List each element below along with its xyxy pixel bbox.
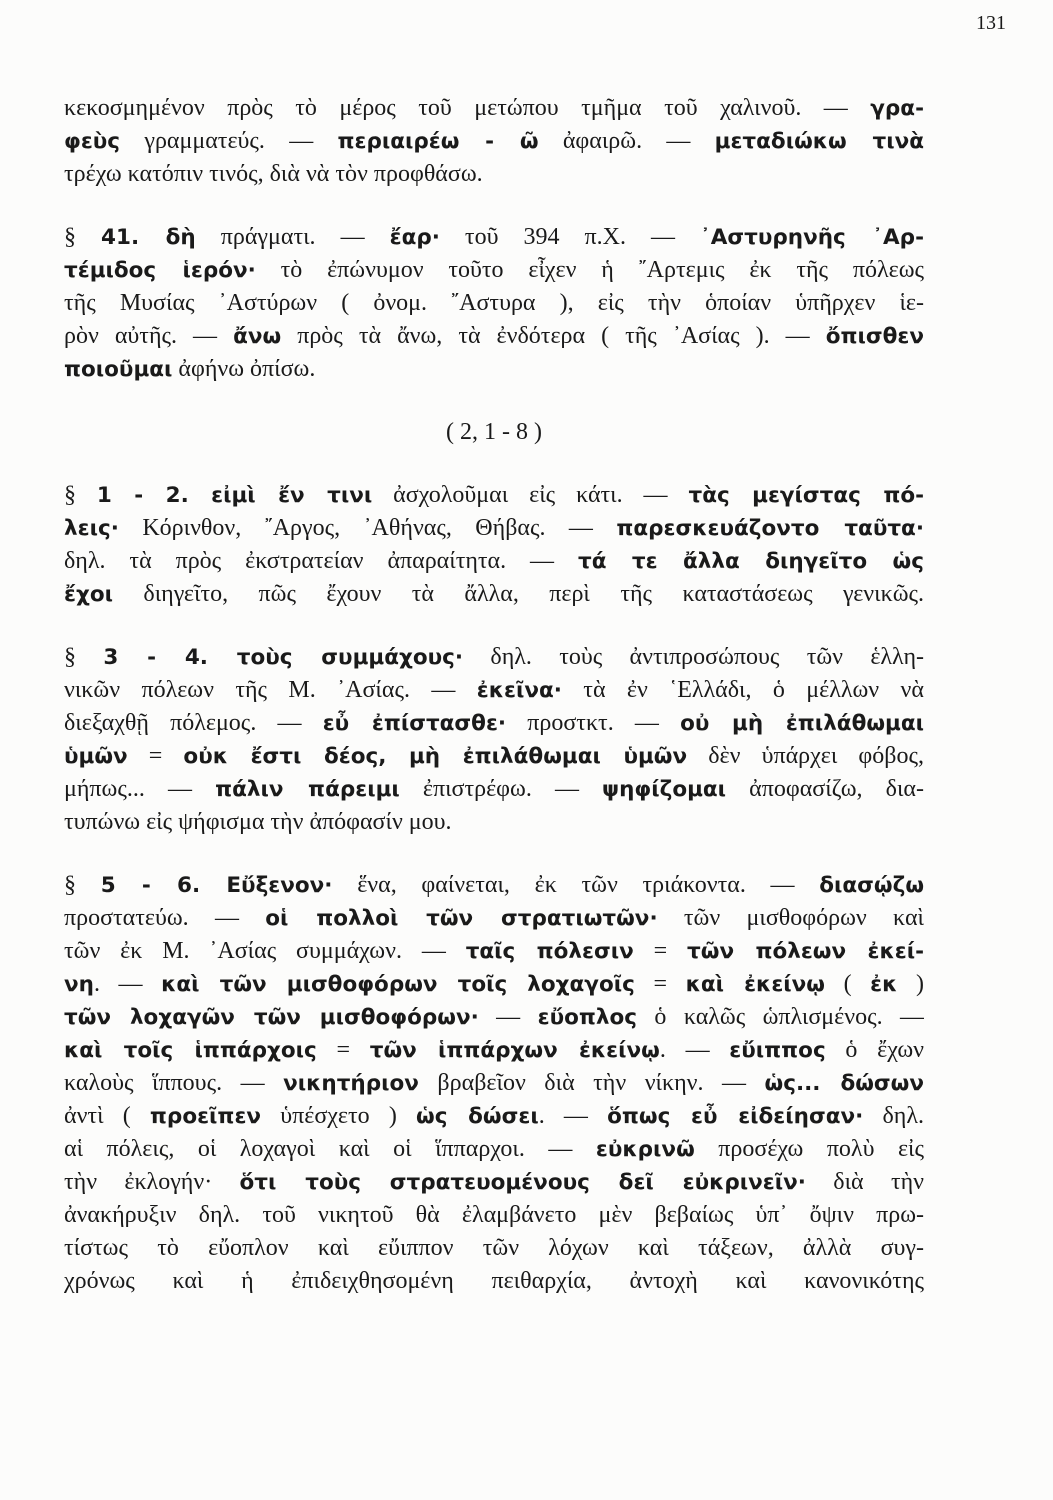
lemma-bold: οἱ πολλοὶ τῶν στρατιωτῶν· bbox=[265, 906, 658, 931]
gloss-text: = bbox=[316, 1037, 370, 1063]
lemma-bold: λεις· bbox=[64, 516, 119, 541]
gloss-text: = bbox=[634, 971, 686, 997]
lemma-bold: τέμιδος ἱερόν· bbox=[64, 258, 256, 283]
gloss-text: τίστως τὸ εὔοπλον καὶ εὔιππον τῶν λόχων καὶ τάξεων, ἀλλὰ συγ- bbox=[64, 1235, 924, 1261]
paragraph-gap bbox=[64, 611, 924, 641]
text-line bbox=[64, 578, 924, 611]
lemma-bold: οὐ μὴ ἐπιλάθωμαι bbox=[680, 711, 924, 736]
gloss-text: ὁ ἔχων bbox=[825, 1037, 924, 1063]
paragraph-gap bbox=[64, 386, 924, 416]
lemma-bold: μεταδιώκω τινὰ bbox=[714, 129, 924, 154]
gloss-text: τὰ ἐν ῾Ελλάδι, ὁ μέλλων νὰ bbox=[561, 677, 924, 703]
gloss-text: πράγματι. — bbox=[195, 224, 390, 250]
gloss-text: ) bbox=[897, 971, 924, 997]
gloss-text: ἀφήνω ὀπίσω. bbox=[172, 356, 316, 382]
gloss-text: § bbox=[64, 482, 97, 508]
lemma-bold: καὶ ἐκείνῳ bbox=[685, 972, 825, 997]
gloss-text: καλοὺς ἵππους. — bbox=[64, 1070, 284, 1096]
lemma-bold: 1 - 2. εἰμὶ ἔν τινι bbox=[96, 483, 373, 508]
gloss-text: πρὸς τὰ ἄνω, τὰ ἐνδότερα ( τῆς ᾿Ασίας ). — bbox=[281, 323, 826, 349]
gloss-text: ( 2, 1 - 8 ) bbox=[446, 419, 542, 445]
commentary-text bbox=[64, 92, 924, 1298]
gloss-text: ἀντὶ ( bbox=[64, 1103, 150, 1129]
paragraph-gap bbox=[64, 839, 924, 869]
text-line bbox=[64, 1265, 924, 1298]
lemma-bold: 41. δὴ bbox=[101, 225, 196, 250]
lemma-bold: προεῖπεν bbox=[149, 1104, 262, 1129]
lemma-bold: τῶν πόλεων ἐκεί- bbox=[687, 939, 924, 964]
gloss-text: . — bbox=[93, 971, 162, 997]
gloss-text: τὸ ἐπώνυμον τοῦτο εἶχεν ἡ ῎Αρτεμις ἐκ τῆς πόλεως bbox=[255, 257, 924, 283]
lemma-bold: ὅτι τοὺς στρατευομένους δεῖ εὐκρινεῖν· bbox=[239, 1170, 806, 1195]
lemma-bold: ὑμῶν bbox=[64, 744, 128, 769]
lemma-bold: εὖ ἐπίστασθε· bbox=[322, 711, 507, 736]
text-line bbox=[64, 254, 924, 287]
lemma-bold: εὔιππος bbox=[729, 1038, 826, 1063]
text-line bbox=[64, 545, 924, 578]
lemma-bold: ὡς... δώσων bbox=[764, 1071, 924, 1096]
gloss-text: τῶν ἐκ Μ. ᾿Ασίας συμμάχων. — bbox=[64, 938, 466, 964]
gloss-text: βραβεῖον διὰ τὴν νίκην. — bbox=[418, 1070, 765, 1096]
lemma-bold: καὶ τοῖς ἱππάρχοις bbox=[64, 1038, 317, 1063]
gloss-text: προσέχω πολὺ εἰς bbox=[694, 1136, 924, 1162]
text-line bbox=[64, 1199, 924, 1232]
gloss-text: § bbox=[64, 644, 104, 670]
gloss-text: ἐπιστρέφω. — bbox=[399, 776, 603, 802]
gloss-text: προστατεύω. — bbox=[64, 905, 266, 931]
lemma-bold: νη bbox=[64, 972, 94, 997]
lemma-bold: παρεσκευάζοντο ταῦτα· bbox=[616, 516, 924, 541]
text-line bbox=[64, 1067, 924, 1100]
gloss-text: κεκοσμημένον πρὸς τὸ μέρος τοῦ μετώπου τμῆμα τοῦ χαλινοῦ. — bbox=[64, 95, 871, 121]
text-line bbox=[64, 869, 924, 902]
text-line bbox=[64, 353, 924, 386]
text-line bbox=[64, 902, 924, 935]
lemma-bold: 5 - 6. Εὔξενον· bbox=[100, 873, 333, 898]
lemma-bold: ποιοῦμαι bbox=[64, 357, 173, 382]
lemma-bold: ψηφίζομαι bbox=[602, 777, 727, 802]
lemma-bold: ἐκ bbox=[870, 972, 898, 997]
gloss-text: δηλ. bbox=[863, 1103, 924, 1129]
gloss-text: ἀνακήρυξιν δηλ. τοῦ νικητοῦ θὰ ἐλαμβάνετο μὲν βεβαίως ὑπ᾿ ὄψιν πρω- bbox=[64, 1202, 924, 1228]
text-line bbox=[64, 740, 924, 773]
gloss-text: τρέχω κατόπιν τινός, διὰ νὰ τὸν προφθάσω. bbox=[64, 161, 483, 187]
text-line bbox=[64, 773, 924, 806]
lemma-bold: ἔαρ· bbox=[389, 225, 440, 250]
gloss-text: αἱ πόλεις, οἱ λοχαγοὶ καὶ οἱ ἵππαρχοι. — bbox=[64, 1136, 596, 1162]
text-line bbox=[64, 707, 924, 740]
text-line bbox=[64, 479, 924, 512]
text-line bbox=[64, 125, 924, 158]
lemma-bold: διασῴζω bbox=[819, 873, 924, 898]
gloss-text: Κόρινθον, ῎Αργος, ᾿Αθήνας, Θήβας. — bbox=[118, 515, 617, 541]
gloss-text: ἀποφασίζω, δια- bbox=[726, 776, 924, 802]
lemma-bold: ὡς δώσει bbox=[416, 1104, 539, 1129]
gloss-text: προστκτ. — bbox=[506, 710, 681, 736]
lemma-bold: ἔχοι bbox=[64, 582, 113, 607]
lemma-bold: τῶν λοχαγῶν τῶν μισθοφόρων· bbox=[64, 1005, 479, 1030]
lemma-bold: περιαιρέω - ῶ bbox=[337, 129, 539, 154]
lemma-bold: οὐκ ἔστι δέος, μὴ ἐπιλάθωμαι ὑμῶν bbox=[183, 744, 688, 769]
text-line bbox=[64, 512, 924, 545]
gloss-text: ( bbox=[825, 971, 871, 997]
lemma-bold: ὄπισθεν bbox=[825, 324, 924, 349]
lemma-bold: φεὺς bbox=[64, 129, 121, 154]
gloss-text: — bbox=[478, 1004, 538, 1030]
gloss-text: νικῶν πόλεων τῆς Μ. ᾿Ασίας. — bbox=[64, 677, 477, 703]
text-line bbox=[64, 806, 924, 839]
gloss-text: τῶν μισθοφόρων καὶ bbox=[657, 905, 924, 931]
gloss-text: . — bbox=[538, 1103, 608, 1129]
gloss-text: ἀφαιρῶ. — bbox=[538, 128, 715, 154]
gloss-text: = bbox=[127, 743, 184, 769]
lemma-bold: εὔοπλος bbox=[537, 1005, 637, 1030]
gloss-text: γραμματεύς. — bbox=[120, 128, 338, 154]
text-line bbox=[64, 320, 924, 353]
lemma-bold: τὰς μεγίστας πό- bbox=[688, 483, 924, 508]
gloss-text: μήπως... — bbox=[64, 776, 216, 802]
gloss-text: ἀσχολοῦμαι εἰς κάτι. — bbox=[372, 482, 689, 508]
gloss-text: τυπώνω εἰς ψήφισμα τὴν ἀπόφασίν μου. bbox=[64, 809, 452, 835]
text-line bbox=[64, 1034, 924, 1067]
lemma-bold: νικητήριον bbox=[283, 1071, 419, 1096]
gloss-text: . — bbox=[659, 1037, 730, 1063]
text-line bbox=[64, 92, 924, 125]
gloss-text: § bbox=[64, 224, 102, 250]
gloss-text: δὲν ὑπάρχει φόβος, bbox=[687, 743, 924, 769]
gloss-text: διεξαχθῇ πόλεμος. — bbox=[64, 710, 323, 736]
lemma-bold: τά τε ἄλλα διηγεῖτο ὡς bbox=[578, 549, 924, 574]
lemma-bold: ἐκεῖνα· bbox=[476, 678, 562, 703]
gloss-text: ρὸν αὐτῆς. — bbox=[64, 323, 234, 349]
text-line bbox=[64, 416, 924, 449]
text-line bbox=[64, 287, 924, 320]
lemma-bold: ἄνω bbox=[233, 324, 282, 349]
text-line bbox=[64, 158, 924, 191]
gloss-text: τὴν ἐκλογήν· bbox=[64, 1169, 240, 1195]
gloss-text: § bbox=[64, 872, 101, 898]
gloss-text: ὑπέσχετο ) bbox=[261, 1103, 417, 1129]
text-line bbox=[64, 968, 924, 1001]
lemma-bold: ταῖς πόλεσιν bbox=[465, 939, 634, 964]
gloss-text: δηλ. τοὺς ἀντιπροσώπους τῶν ἑλλη- bbox=[463, 644, 924, 670]
lemma-bold: ᾿Αστυρηνῆς ᾿Αρ- bbox=[700, 225, 924, 250]
gloss-text: διηγεῖτο, πῶς ἔχουν τὰ ἄλλα, περὶ τῆς καταστάσεως γενικῶς. bbox=[112, 581, 924, 607]
gloss-text: = bbox=[633, 938, 688, 964]
lemma-bold: καὶ τῶν μισθοφόρων τοῖς λοχαγοῖς bbox=[161, 972, 635, 997]
gloss-text: ὁ καλῶς ὡπλισμένος. — bbox=[637, 1004, 924, 1030]
gloss-text: διὰ τὴν bbox=[805, 1169, 924, 1195]
lemma-bold: ὅπως εὖ εἰδείησαν· bbox=[607, 1104, 864, 1129]
lemma-bold: 3 - 4. τοὺς συμμάχους· bbox=[103, 645, 464, 670]
gloss-text: δηλ. τὰ πρὸς ἐκστρατείαν ἀπαραίτητα. — bbox=[64, 548, 578, 574]
paragraph-gap bbox=[64, 449, 924, 479]
lemma-bold: γρα- bbox=[870, 96, 924, 121]
text-line bbox=[64, 1232, 924, 1265]
gloss-text: τῆς Μυσίας ᾿Αστύρων ( ὀνομ. ῎Αστυρα ), εἰς τὴν ὁποίαν ὑπῆρχεν ἱε- bbox=[64, 290, 924, 316]
text-line bbox=[64, 1166, 924, 1199]
lemma-bold: εὐκρινῶ bbox=[595, 1137, 695, 1162]
text-line bbox=[64, 1001, 924, 1034]
text-line bbox=[64, 1100, 924, 1133]
lemma-bold: πάλιν πάρειμι bbox=[215, 777, 400, 802]
text-line bbox=[64, 221, 924, 254]
text-line bbox=[64, 935, 924, 968]
gloss-text: ἕνα, φαίνεται, ἐκ τῶν τριάκοντα. — bbox=[332, 872, 820, 898]
paragraph-gap bbox=[64, 191, 924, 221]
gloss-text: τοῦ 394 π.Χ. — bbox=[439, 224, 701, 250]
text-line bbox=[64, 674, 924, 707]
gloss-text: χρόνως καὶ ἡ ἐπιδειχθησομένη πειθαρχία, ἀντοχὴ καὶ κανονικότης bbox=[64, 1268, 924, 1294]
text-line bbox=[64, 641, 924, 674]
lemma-bold: τῶν ἱππάρχων ἐκείνῳ bbox=[369, 1038, 660, 1063]
page-number: 131 bbox=[976, 12, 1006, 34]
text-line bbox=[64, 1133, 924, 1166]
